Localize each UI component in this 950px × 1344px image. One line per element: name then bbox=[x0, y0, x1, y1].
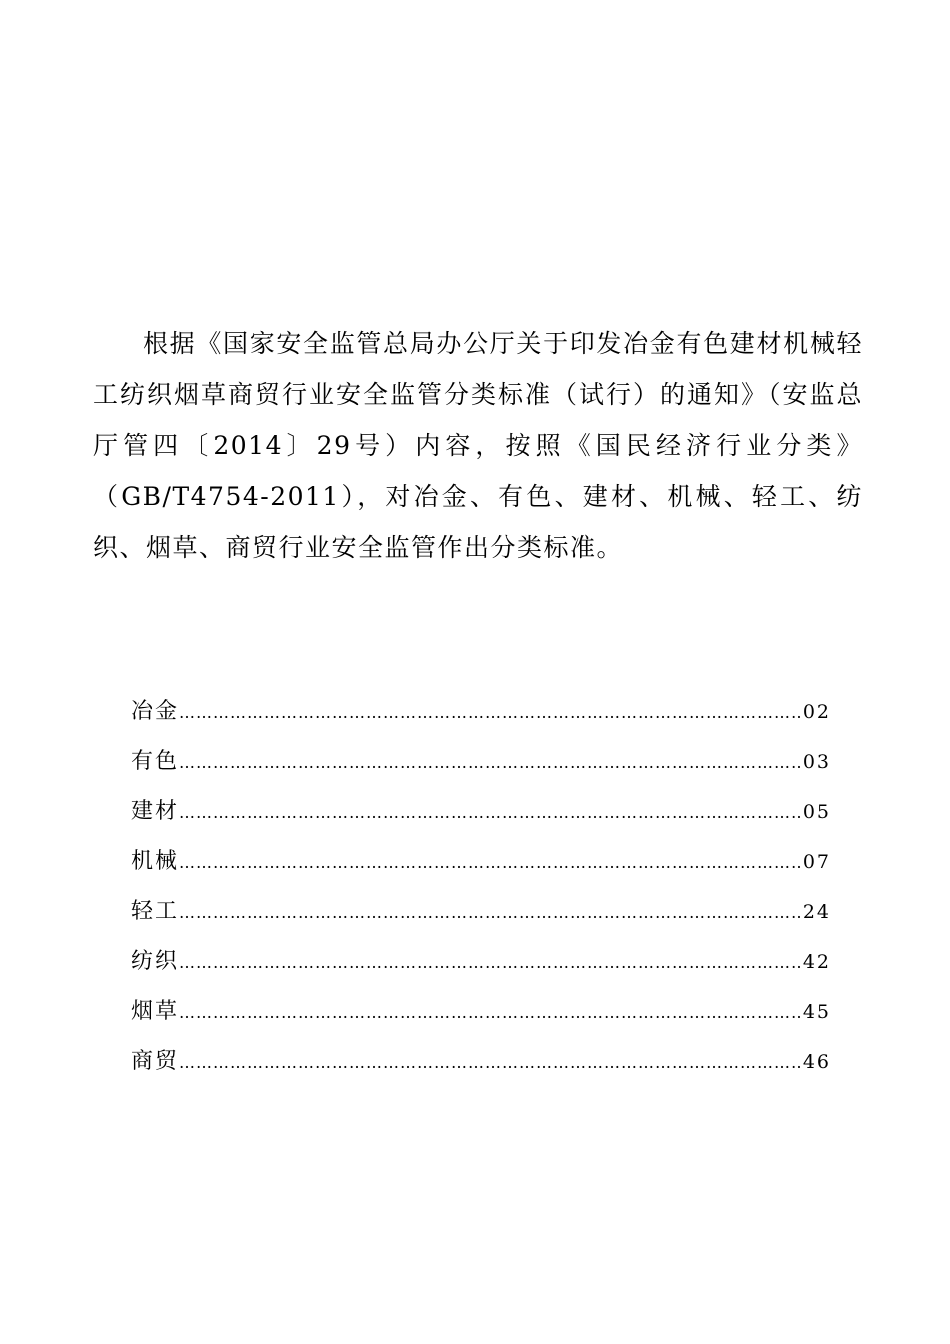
toc-entry-light-industry[interactable] bbox=[131, 892, 831, 942]
toc-entry-page: 03 bbox=[802, 751, 831, 773]
toc-dot-leader bbox=[179, 793, 803, 833]
toc-entry-tobacco[interactable] bbox=[131, 992, 831, 1042]
toc-entry-title: 建材 bbox=[131, 799, 180, 824]
toc-entry-metallurgy[interactable] bbox=[131, 692, 831, 742]
toc-entry-title: 有色 bbox=[131, 749, 180, 774]
intro-paragraph: 根据《国家安全监管总局办公厅关于印发冶金有色建材机械轻工纺织烟草商贸行业安全监管分类标准（试行）的通知》（安监总厅管四〔2014〕29号）内容，按照《国民经济行业分类》（GB/T4754-2011），对冶金、有色、建材、机械、轻工、纺织、烟草、商贸行业安全监管作出分类标准。 bbox=[93, 329, 863, 562]
toc-dot-leader bbox=[179, 843, 803, 883]
table-of-contents bbox=[131, 692, 831, 1092]
toc-entry-building-materials[interactable] bbox=[131, 792, 831, 842]
toc-entry-page: 45 bbox=[802, 1001, 831, 1023]
toc-entry-commerce-trade[interactable] bbox=[131, 1042, 831, 1092]
toc-entry-page: 42 bbox=[802, 951, 831, 973]
toc-entry-page: 46 bbox=[802, 1051, 831, 1073]
toc-entry-title: 机械 bbox=[131, 849, 180, 874]
toc-entry-page: 07 bbox=[802, 851, 831, 873]
toc-dot-leader bbox=[179, 893, 803, 933]
toc-entry-title: 烟草 bbox=[131, 999, 180, 1024]
toc-entry-machinery[interactable] bbox=[131, 842, 831, 892]
toc-entry-title: 纺织 bbox=[131, 949, 180, 974]
toc-entry-page: 24 bbox=[802, 901, 831, 923]
toc-entry-page: 05 bbox=[802, 801, 831, 823]
toc-dot-leader bbox=[179, 943, 803, 983]
toc-dot-leader bbox=[179, 743, 803, 783]
toc-entry-title: 冶金 bbox=[131, 699, 180, 724]
toc-dot-leader bbox=[179, 693, 803, 733]
toc-dot-leader bbox=[179, 993, 803, 1033]
toc-entry-textile[interactable] bbox=[131, 942, 831, 992]
toc-entry-nonferrous[interactable] bbox=[131, 742, 831, 792]
toc-entry-title: 轻工 bbox=[131, 899, 180, 924]
toc-dot-leader bbox=[179, 1043, 803, 1083]
toc-entry-page: 02 bbox=[802, 701, 831, 723]
toc-entry-title: 商贸 bbox=[131, 1049, 180, 1074]
